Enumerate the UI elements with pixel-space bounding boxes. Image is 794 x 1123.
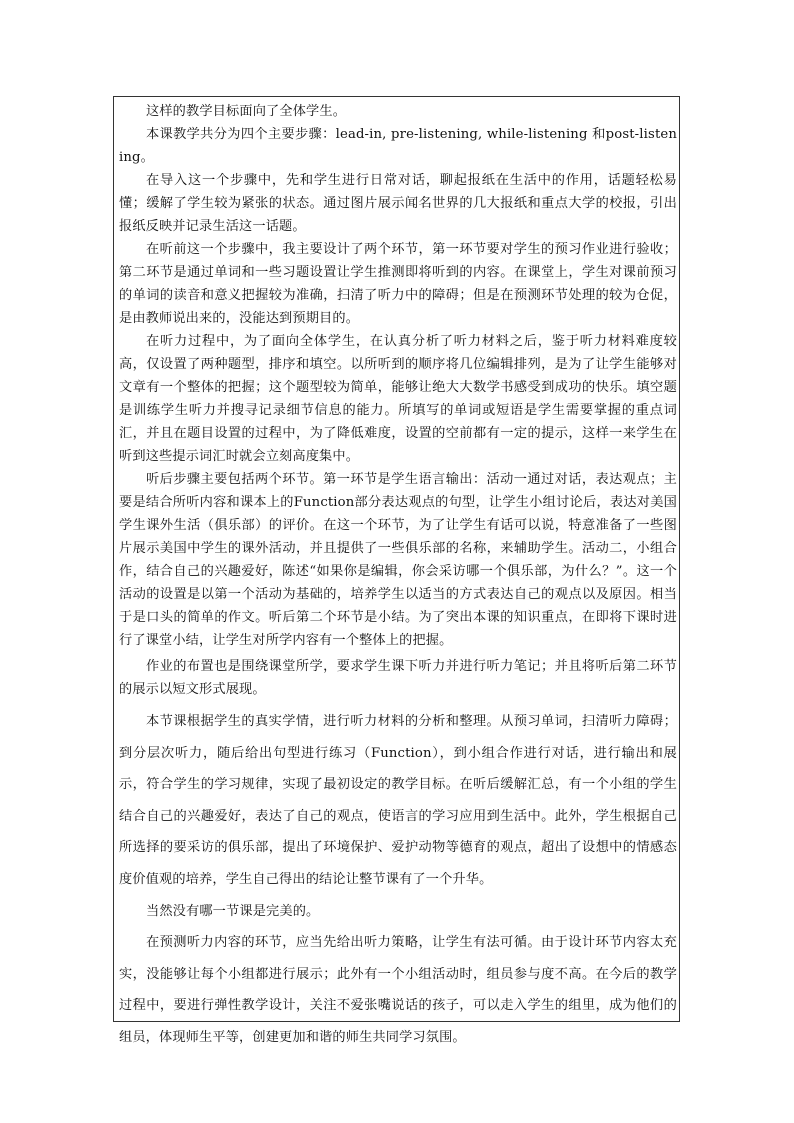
paragraph-9: 当然没有哪一节课是完美的。	[146, 903, 320, 919]
paragraph-2: 本课教学共分为四个主要步骤：lead-in, pre-listening, while-listening 和post-listening。	[119, 127, 677, 165]
document-body	[119, 97, 677, 1054]
paragraph-1: 这样的教学目标面向了全体学生。	[146, 104, 347, 119]
paragraph-10: 在预测听力内容的环节，应当先给出听力策略，让学生有法可循。由于设计环节内容太充实，没能够让每个小组都进行展示；此外有一个小组活动时，组员参与度不高。在今后的教学过程中，要进行弹性教学设计，关注不爱张嘴说话的孩子，可以走入学生的组里，成为他们的组员，体现师生平等，创建更加和谐的师生共同学习氛围。	[119, 935, 677, 1045]
paragraph-8: 本节课根据学生的真实学情，进行听力材料的分析和整理。从预习单词，扫清听力障碍；到分层次听力，随后给出句型进行练习（Function），到小组合作进行对话，进行输出和展示，符合学生的学习规律，实现了最初设定的教学目标。在听后缓解汇总，有一个小组的学生结合自己的兴趣爱好，表达了自己的观点，使语言的学习应用到生活中。此外，学生根据自己所选择的要采访的俱乐部，提出了环境保护、爱护动物等德育的观点，超出了设想中的情感态度价值观的培养，学生自己得出的结论让整节课有了一个升华。	[119, 714, 677, 887]
paragraph-7: 作业的布置也是围绕课堂所学，要求学生课下听力并进行听力笔记；并且将听后第二环节的展示以短文形式展现。	[119, 659, 677, 697]
paragraph-5: 在听力过程中，为了面向全体学生，在认真分析了听力材料之后，鉴于听力材料难度较高，仅设置了两种题型，排序和填空。以所听到的顺序将几位编辑排列，是为了让学生能够对文章有一个整体的把握；这个题型较为简单，能够让绝大大数学书感受到成功的快乐。填空题是训练学生听力并搜寻记录细节信息的能力。所填写的单词或短语是学生需要掌握的重点词汇，并且在题目设置的过程中，为了降低难度，设置的空前都有一定的提示，这样一来学生在听到这些提示词汇时就会立刻高度集中。	[119, 334, 677, 464]
paragraph-4: 在听前这一个步骤中，我主要设计了两个环节，第一环节要对学生的预习作业进行验收；第二环节是通过单词和一些习题设置让学生推测即将听到的内容。在课堂上，学生对课前预习的单词的读音和意义把握较为准确，扫清了听力中的障碍；但是在预测环节处理的较为仓促，是由教师说出来的，没能达到预期目的。	[119, 242, 677, 326]
paragraph-3: 在导入这一个步骤中，先和学生进行日常对话，聊起报纸在生活中的作用，话题轻松易懂；缓解了学生较为紧张的状态。通过图片展示闻名世界的几大报纸和重点大学的校报，引出报纸反映并记录生活这一话题。	[119, 173, 677, 234]
paragraph-6: 听后步骤主要包括两个环节。第一环节是学生语言输出：活动一通过对话，表达观点；主要是结合所听内容和课本上的Function部分表达观点的句型，让学生小组讨论后，表达对美国学生课外生活（俱乐部）的评价。在这一个环节，为了让学生有话可以说，特意准备了一些图片展示美国中学生的课外活动，并且提供了一些俱乐部的名称，来辅助学生。活动二，小组合作，结合自己的兴趣爱好，陈述“如果你是编辑，你会采访哪一个俱乐部，为什么？”。这一个活动的设置是以第一个活动为基础的，培养学生以适当的方式表达自己的观点以及原因。相当于是口头的简单的作文。听后第二个环节是小结。为了突出本课的知识重点，在即将下课时进行了课堂小结，让学生对所学内容有一个整体上的把握。	[119, 472, 677, 648]
document-frame	[113, 96, 680, 1045]
